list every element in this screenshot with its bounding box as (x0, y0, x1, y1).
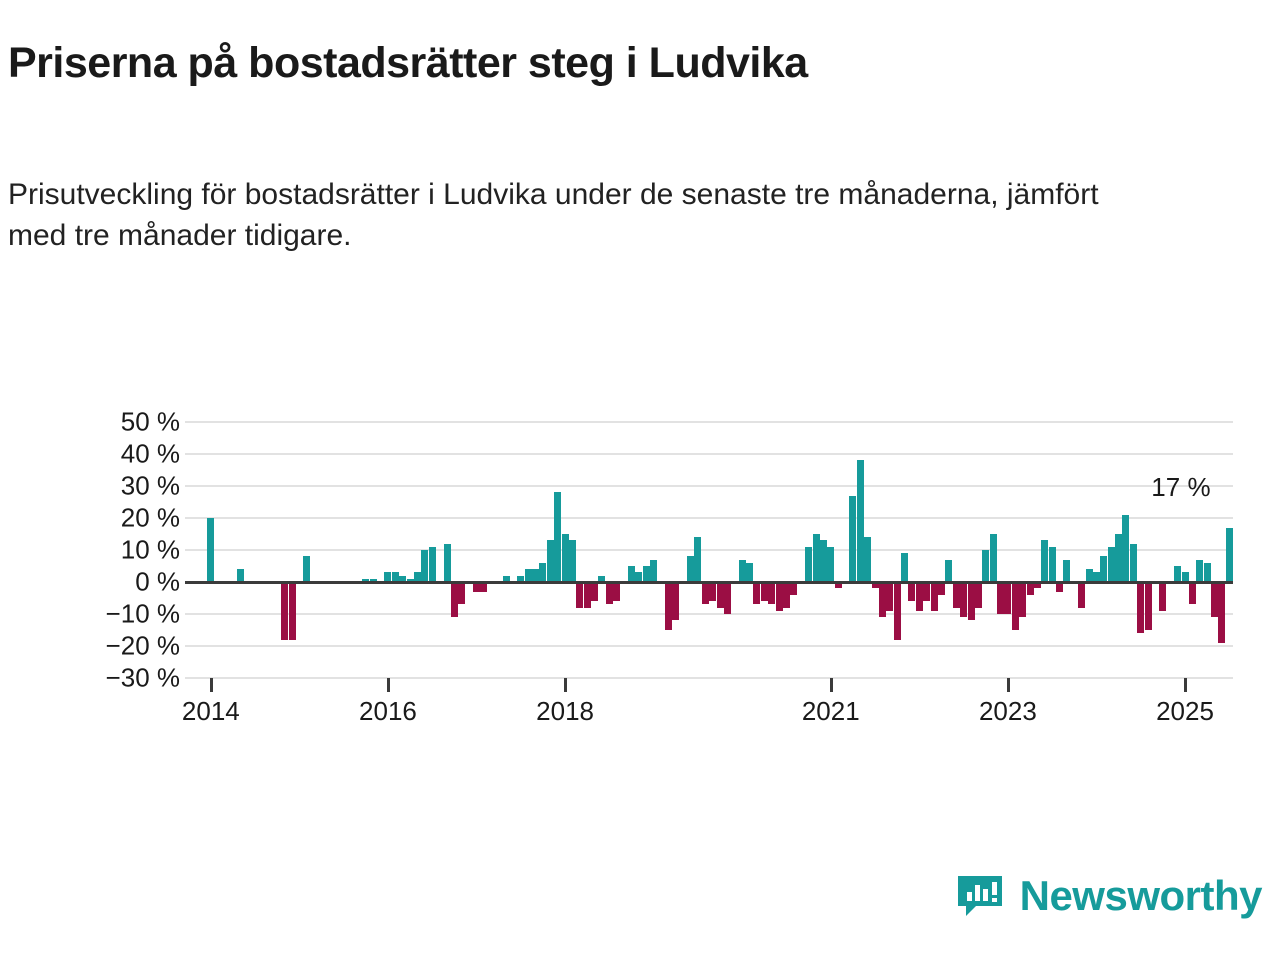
brand-name: Newsworthy (1019, 872, 1262, 919)
chart-bar (1211, 582, 1218, 617)
chart-bar (421, 550, 428, 582)
chart-bar (1115, 534, 1122, 582)
chart-bar (1204, 563, 1211, 582)
y-tick-label: −10 % (105, 598, 180, 629)
chart-bar (879, 582, 886, 617)
x-tick-label: 2018 (536, 696, 594, 726)
y-tick-label: −30 % (105, 662, 180, 693)
chart-bar (702, 582, 709, 604)
x-tick-label: 2023 (978, 696, 1037, 726)
chart-bar (562, 534, 569, 582)
chart-bar (990, 534, 997, 582)
chart-bar (672, 582, 679, 620)
chart-bar (451, 582, 458, 617)
x-tick (1184, 678, 1187, 692)
chart-bar (827, 547, 834, 582)
gridline (185, 645, 1233, 647)
page-title: Priserna på bostadsrätter steg i Ludvika (8, 39, 808, 87)
y-tick-label: 20 % (120, 502, 180, 533)
chart-bar (813, 534, 820, 582)
x-tick (210, 678, 213, 692)
chart-bar (1137, 582, 1144, 633)
chart-bar (643, 566, 650, 582)
gridline (185, 485, 1233, 487)
x-tick-label: 2014 (181, 696, 240, 726)
gridline (185, 453, 1233, 455)
chart-bar (783, 582, 790, 608)
chart-bar (953, 582, 960, 608)
chart-bar (768, 582, 775, 604)
chart-bar (1041, 540, 1048, 582)
chart-bar (901, 553, 908, 582)
chart-bar (960, 582, 967, 617)
chart-bar (1189, 582, 1196, 604)
y-tick-label: 40 % (120, 438, 180, 469)
x-tick (830, 678, 833, 692)
x-tick-label: 2021 (801, 696, 860, 726)
chart-bar (776, 582, 783, 611)
y-tick-label: 30 % (120, 470, 180, 501)
chart-bar (849, 496, 856, 582)
chart-bar (1196, 560, 1203, 582)
chart-bar (694, 537, 701, 582)
x-tick (1007, 678, 1010, 692)
y-tick-label: 10 % (120, 534, 180, 565)
chart-bar (569, 540, 576, 582)
chart-bar (857, 460, 864, 582)
chart-bar (1063, 560, 1070, 582)
chart-bar (975, 582, 982, 608)
chart-bar (945, 560, 952, 582)
chart-bar (1218, 582, 1225, 643)
last-value-annotation: 17 % (1151, 471, 1211, 502)
chart-bar (1012, 582, 1019, 630)
chart-bar (931, 582, 938, 611)
chart-bar (923, 582, 930, 601)
chart-bar (591, 582, 598, 601)
chart-bar (982, 550, 989, 582)
chart-bar (458, 582, 465, 604)
chart-bar (289, 582, 296, 640)
chart-bar (1049, 547, 1056, 582)
chart-bar (606, 582, 613, 604)
chart-bar (894, 582, 901, 640)
x-tick (564, 678, 567, 692)
chart-bar (628, 566, 635, 582)
chart-bar (709, 582, 716, 601)
chart-bar (1108, 547, 1115, 582)
chart-bar (1145, 582, 1152, 630)
chart-bar (1130, 544, 1137, 582)
chart-bar (687, 556, 694, 582)
x-tick-label: 2025 (1156, 696, 1214, 726)
y-tick-label: 50 % (120, 406, 180, 437)
chart-bar (753, 582, 760, 604)
gridline (185, 549, 1233, 551)
chart-bar (1122, 515, 1129, 582)
y-axis (0, 406, 180, 693)
chart-bar (761, 582, 768, 601)
chart-bar (724, 582, 731, 614)
chart-bar (1100, 556, 1107, 582)
chart-bar (717, 582, 724, 608)
x-axis (181, 678, 1233, 758)
chart-bar (805, 547, 812, 582)
plot-area (185, 422, 1233, 678)
gridline (185, 421, 1233, 423)
chart-bar (584, 582, 591, 608)
chart-bar (908, 582, 915, 601)
x-tick (387, 678, 390, 692)
chart-bar (650, 560, 657, 582)
chart-bar (864, 537, 871, 582)
zero-axis-line (185, 581, 1233, 584)
chart-bar (539, 563, 546, 582)
chart-bar (1226, 528, 1233, 582)
y-tick-label: −20 % (105, 630, 180, 661)
chart-bar (739, 560, 746, 582)
y-tick-label: 0 % (135, 566, 180, 597)
chart-bar (444, 544, 451, 582)
page-subtitle: Prisutveckling för bostadsrätter i Ludvika under de senaste tre månaderna, jämfört med tre månader tidigare. (8, 178, 1099, 252)
chart-bar (576, 582, 583, 608)
bar-chart (0, 400, 1280, 760)
chart-bar (281, 582, 288, 640)
x-tick-label: 2016 (359, 696, 417, 726)
gridline (185, 613, 1233, 615)
chart-bar (916, 582, 923, 611)
chart-bar (547, 540, 554, 582)
chart-bar (1004, 582, 1011, 614)
chart-bar (997, 582, 1004, 614)
footer-branding (954, 870, 1262, 922)
chart-bar (1174, 566, 1181, 582)
gridline (185, 517, 1233, 519)
chart-bar (429, 547, 436, 582)
chart-bar (820, 540, 827, 582)
chart-bar (303, 556, 310, 582)
chart-bar (1019, 582, 1026, 617)
chart-bar (968, 582, 975, 620)
chart-bar (207, 518, 214, 582)
chart-bar (1078, 582, 1085, 608)
chart-bar (613, 582, 620, 601)
chart-bar (554, 492, 561, 582)
chart-bar (746, 563, 753, 582)
bar-chart-speech-bubble-icon (954, 870, 1006, 922)
chart-bar (1159, 582, 1166, 611)
chart-bar (665, 582, 672, 630)
chart-bar (886, 582, 893, 611)
